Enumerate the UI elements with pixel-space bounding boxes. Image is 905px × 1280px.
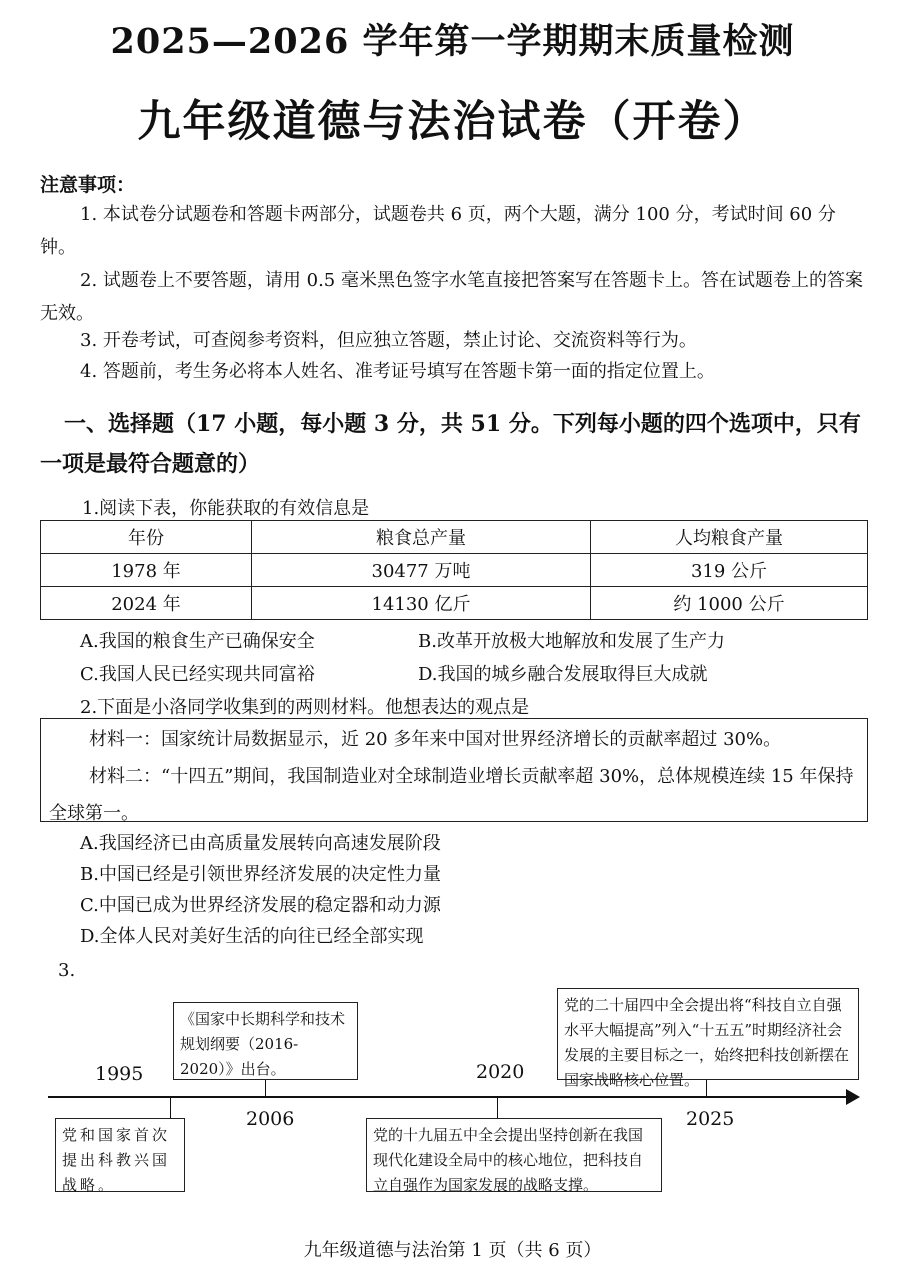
note-item-3: 3. 开卷考试，可查阅参考资料，但应独立答题，禁止讨论、交流资料等行为。 bbox=[80, 330, 697, 351]
table-cell: 14130 亿斤 bbox=[252, 587, 591, 620]
exam-title-line1: 2025—2026 学年第一学期期末质量检测 bbox=[110, 21, 795, 62]
question-2-stem: 2.下面是小洛同学收集到的两则材料。他想表达的观点是 bbox=[80, 697, 530, 718]
material-1: 材料一：国家统计局数据显示，近 20 多年来中国对世界经济增长的贡献率超过 30%。 bbox=[89, 729, 782, 750]
q1-option-d: D.我国的城乡融合发展取得巨大成就 bbox=[418, 664, 708, 685]
q1-option-b: B.改革开放极大地解放和发展了生产力 bbox=[418, 631, 725, 652]
event-2020: 党的十九届五中全会提出坚持创新在我国现代化建设全局中的核心地位，把科技自立自强作为国家发展的战略支撑。 bbox=[366, 1118, 662, 1192]
tick-2020 bbox=[497, 1096, 498, 1118]
year-label-2020: 2020 bbox=[476, 1061, 525, 1083]
year-label-2025: 2025 bbox=[686, 1108, 735, 1130]
grain-table bbox=[40, 520, 868, 620]
event-2025: 党的二十届四中全会提出将“科技自立自强水平大幅提高”列入“十五五”时期经济社会发展的主要目标之一，始终把科技创新摆在国家战略核心位置。 bbox=[557, 988, 859, 1080]
material-2: 材料二：“十四五”期间，我国制造业对全球制造业增长贡献率超 30%，总体规模连续 15 年保持全球第一。 bbox=[49, 766, 854, 824]
tick-2025 bbox=[706, 1080, 707, 1096]
question-3-number: 3. bbox=[58, 960, 76, 981]
table-header: 人均粮食产量 bbox=[591, 521, 868, 554]
table-header-row bbox=[41, 521, 868, 554]
q1-option-a: A.我国的粮食生产已确保安全 bbox=[80, 631, 315, 652]
section-title: 一、选择题（17 小题，每小题 3 分，共 51 分。下列每小题的四个选项中，只有一项是最符合题意的） bbox=[40, 411, 861, 477]
q2-option-d: D.全体人民对美好生活的向往已经全部实现 bbox=[80, 926, 424, 947]
q2-option-b: B.中国已经是引领世界经济发展的决定性力量 bbox=[80, 864, 441, 885]
year-label-2006: 2006 bbox=[246, 1108, 295, 1130]
material-box bbox=[40, 718, 868, 822]
notes-heading: 注意事项： bbox=[40, 174, 136, 196]
event-1995: 党和国家首次提出科教兴国战略。 bbox=[55, 1118, 185, 1192]
note-item-4: 4. 答题前，考生务必将本人姓名、准考证号填写在答题卡第一面的指定位置上。 bbox=[80, 361, 715, 382]
table-row bbox=[41, 587, 868, 620]
table-row bbox=[41, 554, 868, 587]
table-cell: 2024 年 bbox=[41, 587, 252, 620]
exam-title-line2: 九年级道德与法治试卷（开卷） bbox=[137, 97, 768, 147]
table-cell: 约 1000 公斤 bbox=[591, 587, 868, 620]
table-header: 粮食总产量 bbox=[252, 521, 591, 554]
event-2006: 《国家中长期科学和技术规划纲要（2016-2020）》出台。 bbox=[173, 1002, 358, 1080]
q1-option-c: C.我国人民已经实现共同富裕 bbox=[80, 664, 315, 685]
year-label-1995: 1995 bbox=[95, 1063, 144, 1085]
question-1-stem: 1.阅读下表，你能获取的有效信息是 bbox=[82, 498, 370, 519]
tick-1995 bbox=[170, 1096, 171, 1118]
q2-option-a: A.我国经济已由高质量发展转向高速发展阶段 bbox=[80, 833, 441, 854]
arrow-right-icon bbox=[846, 1089, 860, 1105]
q2-option-c: C.中国已成为世界经济发展的稳定器和动力源 bbox=[80, 895, 441, 916]
table-cell: 30477 万吨 bbox=[252, 554, 591, 587]
table-cell: 1978 年 bbox=[41, 554, 252, 587]
note-item-2: 2. 试题卷上不要答题，请用 0.5 毫米黑色签字水笔直接把答案写在答题卡上。答在试题卷上的答案无效。 bbox=[40, 270, 863, 324]
timeline-axis bbox=[48, 1096, 848, 1098]
page-footer: 九年级道德与法治第 1 页（共 6 页） bbox=[303, 1240, 602, 1261]
table-header: 年份 bbox=[41, 521, 252, 554]
note-item-1: 1. 本试卷分试题卷和答题卡两部分，试题卷共 6 页，两个大题，满分 100 分，考试时间 60 分钟。 bbox=[40, 204, 836, 258]
table-cell: 319 公斤 bbox=[591, 554, 868, 587]
